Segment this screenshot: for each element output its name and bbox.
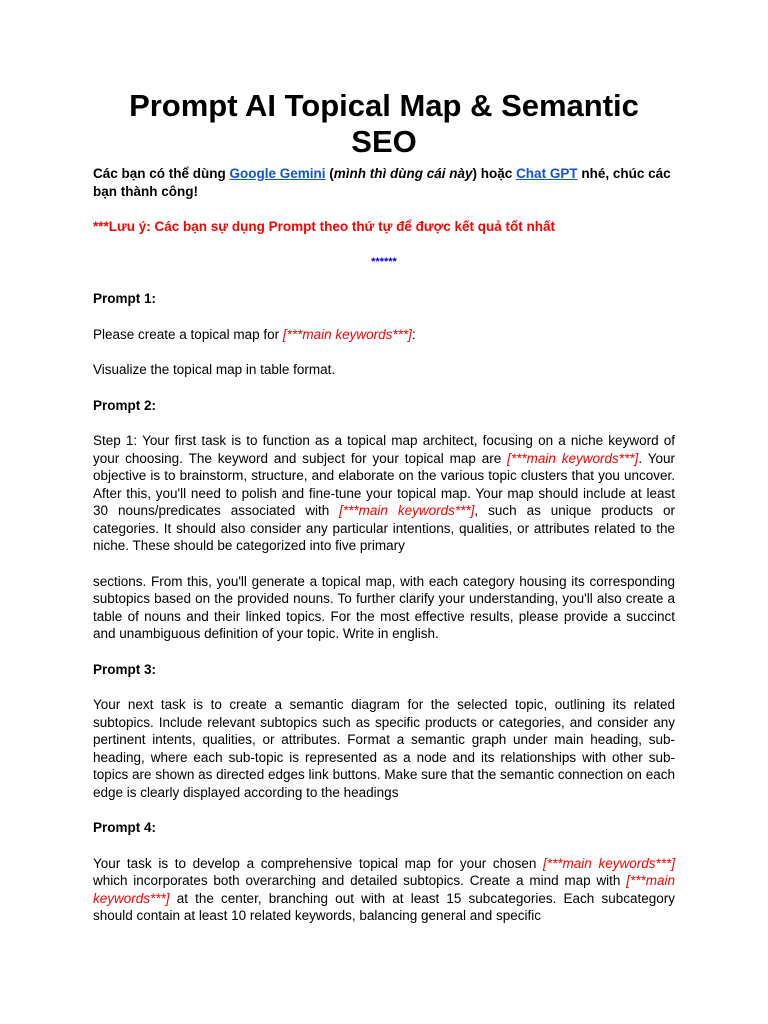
prompt4-text-a: Your task is to develop a comprehensive topical map for your chosen xyxy=(93,855,544,871)
prompt2-text-c: , such as unique products or categories. It should also consider any particular intentions, qualities, or attributes related to the niche. These should be categorized into five primary xyxy=(93,503,675,553)
prompt4-text-b: which incorporates both overarching and detailed subtopics. Create a mind map with xyxy=(93,873,627,888)
note-text: ***Lưu ý: Các bạn sự dụng Prompt theo thứ tự để được kết quả tốt nhất xyxy=(93,219,555,234)
intro-text-1: Các bạn có thể dùng xyxy=(93,166,230,181)
keyword-placeholder: [***main keywords***] xyxy=(282,326,412,342)
prompt2-text-b: . Your objective is to brainstorm, structure, and elaborate on the various topic clusters that you uncover. After this, you'll need to polish and fine-tune your topical map. Your map should include at least 30 nouns/predicates associated with xyxy=(93,450,675,518)
prompt1-text: Please create a topical map for xyxy=(93,326,283,342)
prompt2-heading: Prompt 2: xyxy=(93,397,157,413)
prompt4-text-c: at the center, branching out with at least 15 subcategories. Each subcategory should contain at least 10 related keywords, balancing general and specific xyxy=(93,890,675,923)
prompt2-text-a: Step 1: Your first task is to function as a topical map architect, focusing on a niche keyword of your choosing. The keyword and subject for your topical map are xyxy=(93,433,675,466)
prompt1-line1 xyxy=(93,326,675,344)
prompt1-heading: Prompt 1: xyxy=(93,291,157,306)
keyword-placeholder: [***main keywords***] xyxy=(93,873,675,906)
intro-paragraph xyxy=(93,165,675,200)
prompt2-paragraph1 xyxy=(93,432,675,555)
prompt2-paragraph2: sections. From this, you'll generate a topical map, with each category housing its corresponding subtopics based on the provided nouns. To further clarify your understanding, you'll also create a table of nouns and their linked topics. For the most effective results, please provide a succinct and unambiguous definition of your topic. Write in english. xyxy=(93,573,675,641)
chat-gpt-link[interactable]: Chat GPT xyxy=(516,166,578,181)
document-page xyxy=(93,88,675,925)
intro-text-5: nhé, chúc các bạn thành công! xyxy=(93,166,671,199)
separator: ****** xyxy=(371,255,397,268)
prompt4-paragraph xyxy=(93,855,675,925)
keyword-placeholder: [***main keywords***] xyxy=(543,855,676,871)
intro-text-4: ) hoặc xyxy=(472,166,517,181)
page-title: Prompt AI Topical Map & Semantic SEO xyxy=(129,88,639,159)
prompt4-heading: Prompt 4: xyxy=(93,820,157,835)
google-gemini-link[interactable]: Google Gemini xyxy=(229,166,326,181)
prompt1-colon: : xyxy=(411,326,416,342)
keyword-placeholder: [***main keywords***] xyxy=(339,503,475,518)
intro-text-2: ( xyxy=(325,166,334,181)
prompt3-paragraph: Your next task is to create a semantic diagram for the selected topic, outlining its related subtopics. Include relevant subtopics such as specific products or categories, and consider any pertinent intents, qualities, or attributes. Format a semantic graph under main heading, sub-heading, where each sub-topic is represented as a node and its relationships with other sub-topics are shown as directed edges link buttons. Make sure that the semantic connection on each edge is clearly displayed according to the headings xyxy=(93,697,675,800)
prompt3-heading: Prompt 3: xyxy=(93,661,157,677)
keyword-placeholder: [***main keywords***] xyxy=(507,450,639,466)
intro-text-3: mình thì dùng cái này xyxy=(333,166,473,181)
prompt1-line2: Visualize the topical map in table format. xyxy=(93,362,336,377)
